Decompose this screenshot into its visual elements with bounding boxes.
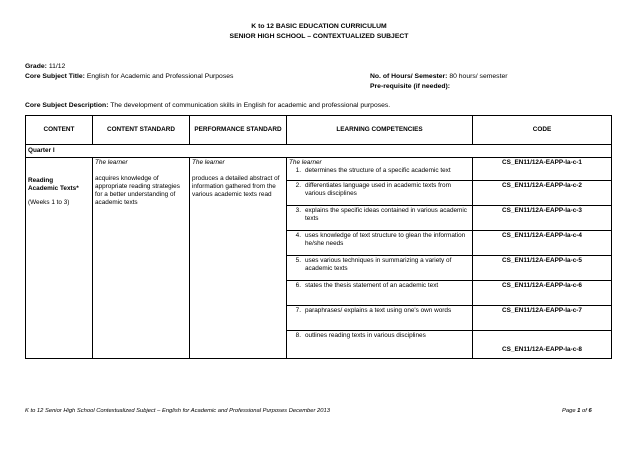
page-current: 1 [577,408,581,414]
content-weeks: (Weeks 1 to 3) [28,199,70,206]
competency-item [289,257,470,273]
table-header-row [26,116,612,145]
competency-text: states the thesis statement of an academic text [305,282,439,289]
grade-label: Grade: [25,63,47,70]
prerequisite-row [370,82,450,92]
competency-number: 2. [295,182,301,189]
header-performance-standard: PERFORMANCE STANDARD [190,116,287,145]
competency-code: CS_EN11/12A-EAPP-Ia-c-3 [473,206,612,231]
competencies-intro: The learner [289,159,322,166]
competency-text: uses various techniques in summarizing a variety of academic texts [305,257,452,272]
hours-row [370,72,508,82]
header-content: CONTENT [26,116,93,145]
subject-description-label: Core Subject Description: [25,102,109,109]
performance-standard-intro: The learner [192,159,225,166]
competency-cell [287,331,473,359]
subject-description-value: The development of communication skills in English for academic and professional purposes. [110,102,391,109]
competency-number: 6. [295,282,301,289]
competency-number: 1. [295,167,301,174]
competency-number: 3. [295,207,301,214]
competency-text: uses knowledge of text structure to glean the information he/she needs [305,232,466,247]
competency-cell [287,206,473,231]
competency-cell [287,231,473,256]
content-title-line-1: Reading [28,177,54,184]
document-header [0,22,638,42]
header-line-1: K to 12 BASIC EDUCATION CURRICULUM [251,23,387,30]
competency-code: CS_EN11/12A-EAPP-Ia-c-7 [473,306,612,331]
quarter-label: Quarter I [26,145,612,158]
competency-item [289,307,470,315]
page-total: 6 [588,408,592,414]
competency-item [289,167,470,175]
quarter-row [26,145,612,158]
performance-standard-cell [190,158,287,359]
performance-standard-body: produces a detailed abstract of information gathered from the various academic texts read [192,175,280,198]
competency-code: CS_EN11/12A-EAPP-Ia-c-2 [473,181,612,206]
competency-text: paraphrases/ explains a text using one's own words [305,307,452,314]
competency-text: explains the specific ideas contained in various academic texts [305,207,467,222]
header-line-2: SENIOR HIGH SCHOOL – CONTEXTUALIZED SUBJECT [229,33,409,40]
competency-number: 5. [295,257,301,264]
header-content-standard: CONTENT STANDARD [93,116,190,145]
competency-cell [287,306,473,331]
competency-item [289,282,470,290]
subject-title-row [25,72,233,82]
competency-code: CS_EN11/12A-EAPP-Ia-c-6 [473,281,612,306]
competency-cell [287,181,473,206]
competency-text: determines the structure of a specific academic text [305,167,451,174]
curriculum-table [25,115,612,359]
competency-item [289,232,470,248]
competency-cell [287,281,473,306]
content-standard-intro: The learner [95,159,128,166]
competency-number: 8. [295,332,301,339]
competency-code: CS_EN11/12A-EAPP-Ia-c-8 [473,331,612,359]
competency-item [289,182,470,198]
subject-title-label: Core Subject Title: [25,73,85,80]
competency-text: differentiates language used in academic texts from various disciplines [305,182,451,197]
competency-number: 7. [295,307,301,314]
prerequisite-label: Pre-requisite (if needed): [370,83,451,90]
competency-item [289,207,470,223]
competency-code: CS_EN11/12A-EAPP-Ia-c-4 [473,231,612,256]
of-word: of [582,408,587,414]
subject-description-row [25,101,390,111]
competency-number: 4. [295,232,301,239]
content-cell [26,158,93,359]
hours-label: No. of Hours/ Semester: [370,73,448,80]
subject-title-value: English for Academic and Professional Purposes [86,73,234,80]
competency-cell [287,158,473,181]
header-learning-competencies: LEARNING COMPETENCIES [287,116,473,145]
grade-value: 11/12 [48,63,66,70]
hours-value: 80 hours/ semester [449,73,508,80]
grade-row [25,62,65,72]
page-word: Page [562,408,576,414]
competency-code: CS_EN11/12A-EAPP-Ia-c-5 [473,256,612,281]
page-number [562,407,592,415]
table-row [26,158,612,181]
competency-code: CS_EN11/12A-EAPP-Ia-c-1 [473,158,612,181]
competency-item [289,332,470,340]
competency-text: outlines reading texts in various disciplines [305,332,426,339]
content-standard-body: acquires knowledge of appropriate reading strategies for a better understanding of academic texts [95,175,180,206]
header-code: CODE [473,116,612,145]
competency-cell [287,256,473,281]
content-standard-cell [93,158,190,359]
footer-text: K to 12 Senior High School Contextualized Subject – English for Academic and Professional Purposes December 2013 [25,408,330,414]
content-title-line-2: Academic Texts* [28,185,79,192]
